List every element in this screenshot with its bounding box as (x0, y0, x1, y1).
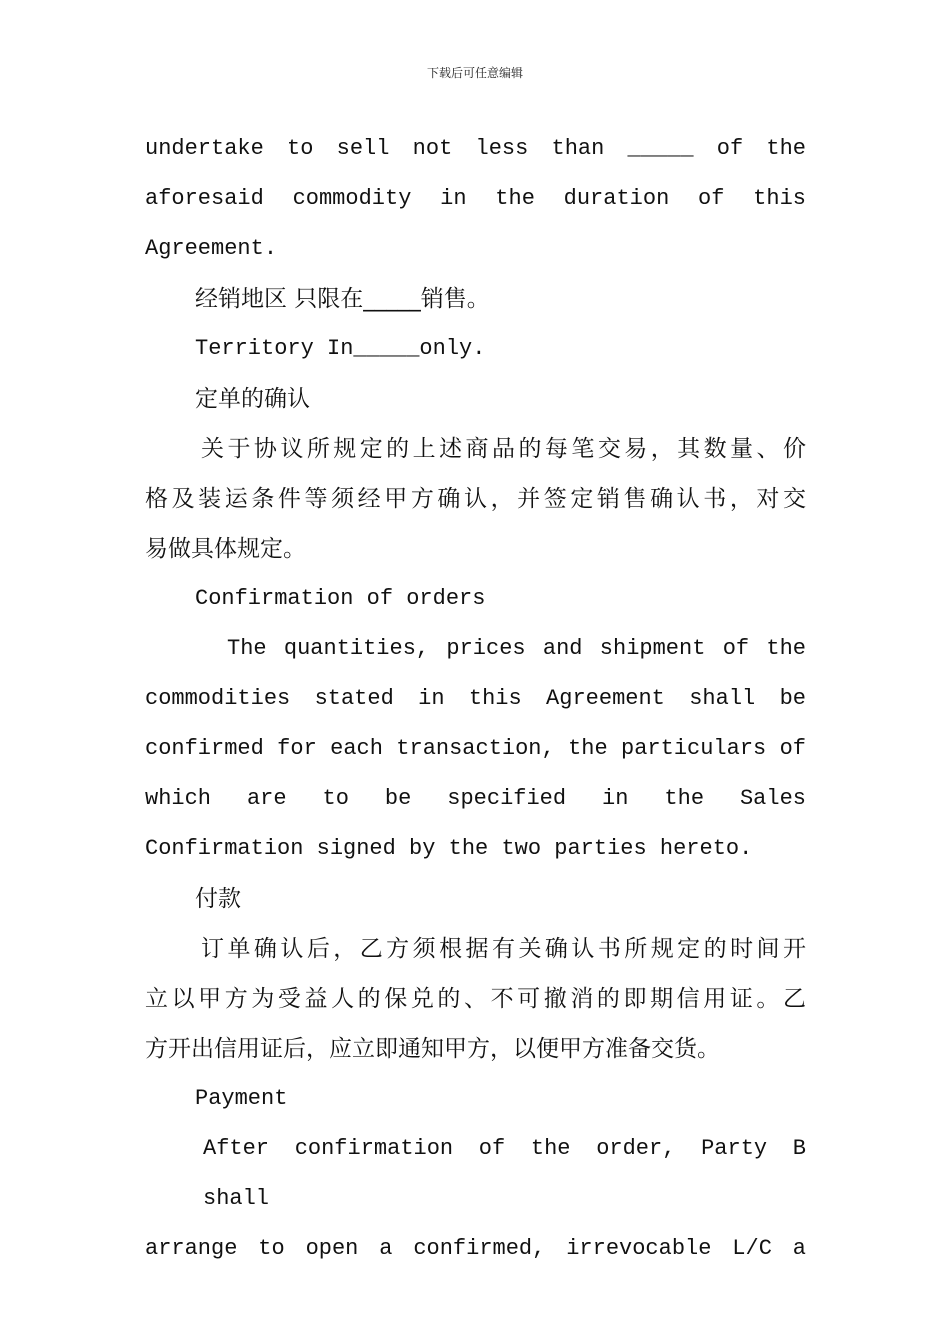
text-line: 订单确认后，乙方须根据有关确认书所规定的时间开 (201, 936, 806, 962)
text-line: 易做具体规定。 (145, 536, 306, 562)
text-line: The quantities, prices and shipment of the (227, 636, 806, 661)
text-line: 方开出信用证后，应立即通知甲方，以便甲方准备交货。 (145, 1036, 720, 1062)
section-title-confirmation-zh: 定单的确认 (195, 386, 310, 412)
text-line: arrange to open a confirmed, irrevocable L/C a (145, 1236, 806, 1261)
section-title-payment-zh: 付款 (195, 886, 241, 912)
text-line: Confirmation signed by the two parties hereto. (145, 836, 753, 861)
text-line: 立以甲方为受益人的保兑的、不可撤消的即期信用证。乙 (145, 986, 806, 1012)
document-body (145, 124, 806, 1274)
section-title-confirmation-en: Confirmation of orders (195, 586, 486, 611)
text-line: commodities stated in this Agreement shall be (145, 686, 806, 711)
text-line: confirmed for each transaction, the particulars of (145, 736, 806, 761)
text-line: Agreement. (145, 236, 278, 261)
text-line: undertake to sell not less than _____ of the (145, 136, 806, 161)
text-line: 格及装运条件等须经甲方确认，并签定销售确认书，对交 (145, 486, 806, 512)
page-header: 下载后可任意编辑 (426, 66, 523, 80)
section-title-payment-en: Payment (195, 1086, 288, 1111)
text-line: aforesaid commodity in the duration of this (145, 186, 806, 211)
text-line: 关于协议所规定的上述商品的每笔交易，其数量、价 (201, 436, 806, 462)
text-line: After confirmation of the order, Party B shall (203, 1136, 806, 1211)
territory-zh: 经销地区 只限在_____销售。 (195, 286, 490, 312)
text-line: which are to be specified in the Sales (145, 786, 806, 811)
territory-en: Territory In_____only. (195, 336, 486, 361)
